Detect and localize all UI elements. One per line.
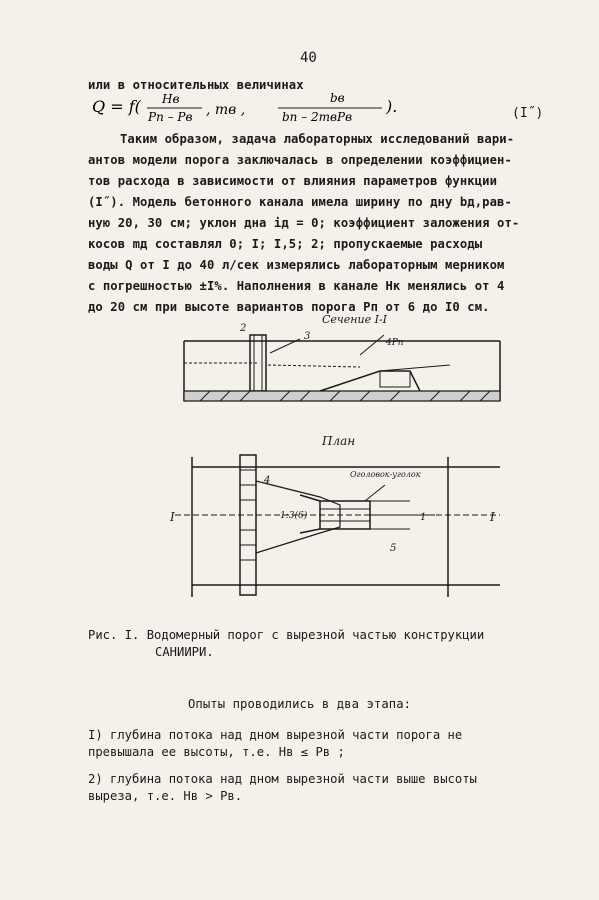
paragraph-line: воды Q от I до 40 л/сек измерялись лабораторным мерником xyxy=(88,258,505,272)
svg-text:4Pп: 4Pп xyxy=(386,338,404,348)
formula-mid: , mв , xyxy=(206,102,246,118)
paragraph-line: Таким образом, задача лабораторных исследований вари- xyxy=(120,132,515,146)
stages-intro: Опыты проводились в два этапа: xyxy=(188,697,412,711)
section-mark-right: I xyxy=(490,510,495,524)
paragraph-line: антов модели порога заключалась в определении коэффициен- xyxy=(88,153,512,167)
figure-number: 3 xyxy=(304,331,311,342)
formula-f1-num: Hв xyxy=(162,92,180,106)
formula-graphic xyxy=(92,88,422,128)
figure-number: 2 xyxy=(240,323,247,334)
paragraph-line: ную 20, 30 см; уклон дна iд = 0; коэффициент заложения от- xyxy=(88,216,520,230)
paragraph-line: тов расхода в зависимости от влияния параметров функции xyxy=(88,174,498,188)
paragraph-line: (I˝). Модель бетонного канала имела ширину по дну bд,рав- xyxy=(88,195,512,209)
list-item: превышала ее высоты, т.е. Hв ≤ Pв ; xyxy=(88,745,345,759)
section-view xyxy=(184,313,500,401)
figure-number: 4 xyxy=(264,475,271,486)
formula-f2-den: bп – 2mвPв xyxy=(282,110,353,124)
paragraph-line: с погрешностью ±I%. Наполнения в канале Hк менялись от 4 xyxy=(88,279,505,293)
paragraph-line: до 20 см при высоте вариантов порога Pп от 6 до I0 см. xyxy=(88,300,490,314)
formula-f1-den: Pп – Pв xyxy=(148,110,193,124)
caption-line: САНИИРИ. xyxy=(155,645,214,659)
figure-number: 5 xyxy=(390,543,397,554)
callout-label: Оголовок-уголок xyxy=(350,470,421,479)
formula-lhs: Q = f( xyxy=(92,97,141,116)
weir-figure xyxy=(170,305,520,605)
slope-label: 1:3(6) xyxy=(280,511,308,521)
section-label: Сечение I-I xyxy=(322,313,388,326)
figure-number: 1 xyxy=(420,512,427,523)
intro-line: или в относительных величинах xyxy=(88,78,304,92)
formula-rhs: ). xyxy=(386,97,398,116)
list-item: выреза, т.е. Hв > Pв. xyxy=(88,789,243,803)
equation-label: (I˝) xyxy=(512,106,544,121)
caption-line: Рис. I. Водомерный порог с вырезной частью конструкции xyxy=(88,628,485,642)
formula-f2-num: bв xyxy=(330,91,345,105)
list-item: I) глубина потока над дном вырезной части порога не xyxy=(88,728,463,742)
plan-label: План xyxy=(322,434,356,448)
plan-view xyxy=(170,434,500,597)
page-number: 40 xyxy=(300,50,317,66)
list-item: 2) глубина потока над дном вырезной части выше высоты xyxy=(88,772,477,786)
paragraph-line: косов mд составлял 0; I; I,5; 2; пропускаемые расходы xyxy=(88,237,483,251)
section-mark-left: I xyxy=(170,510,175,524)
